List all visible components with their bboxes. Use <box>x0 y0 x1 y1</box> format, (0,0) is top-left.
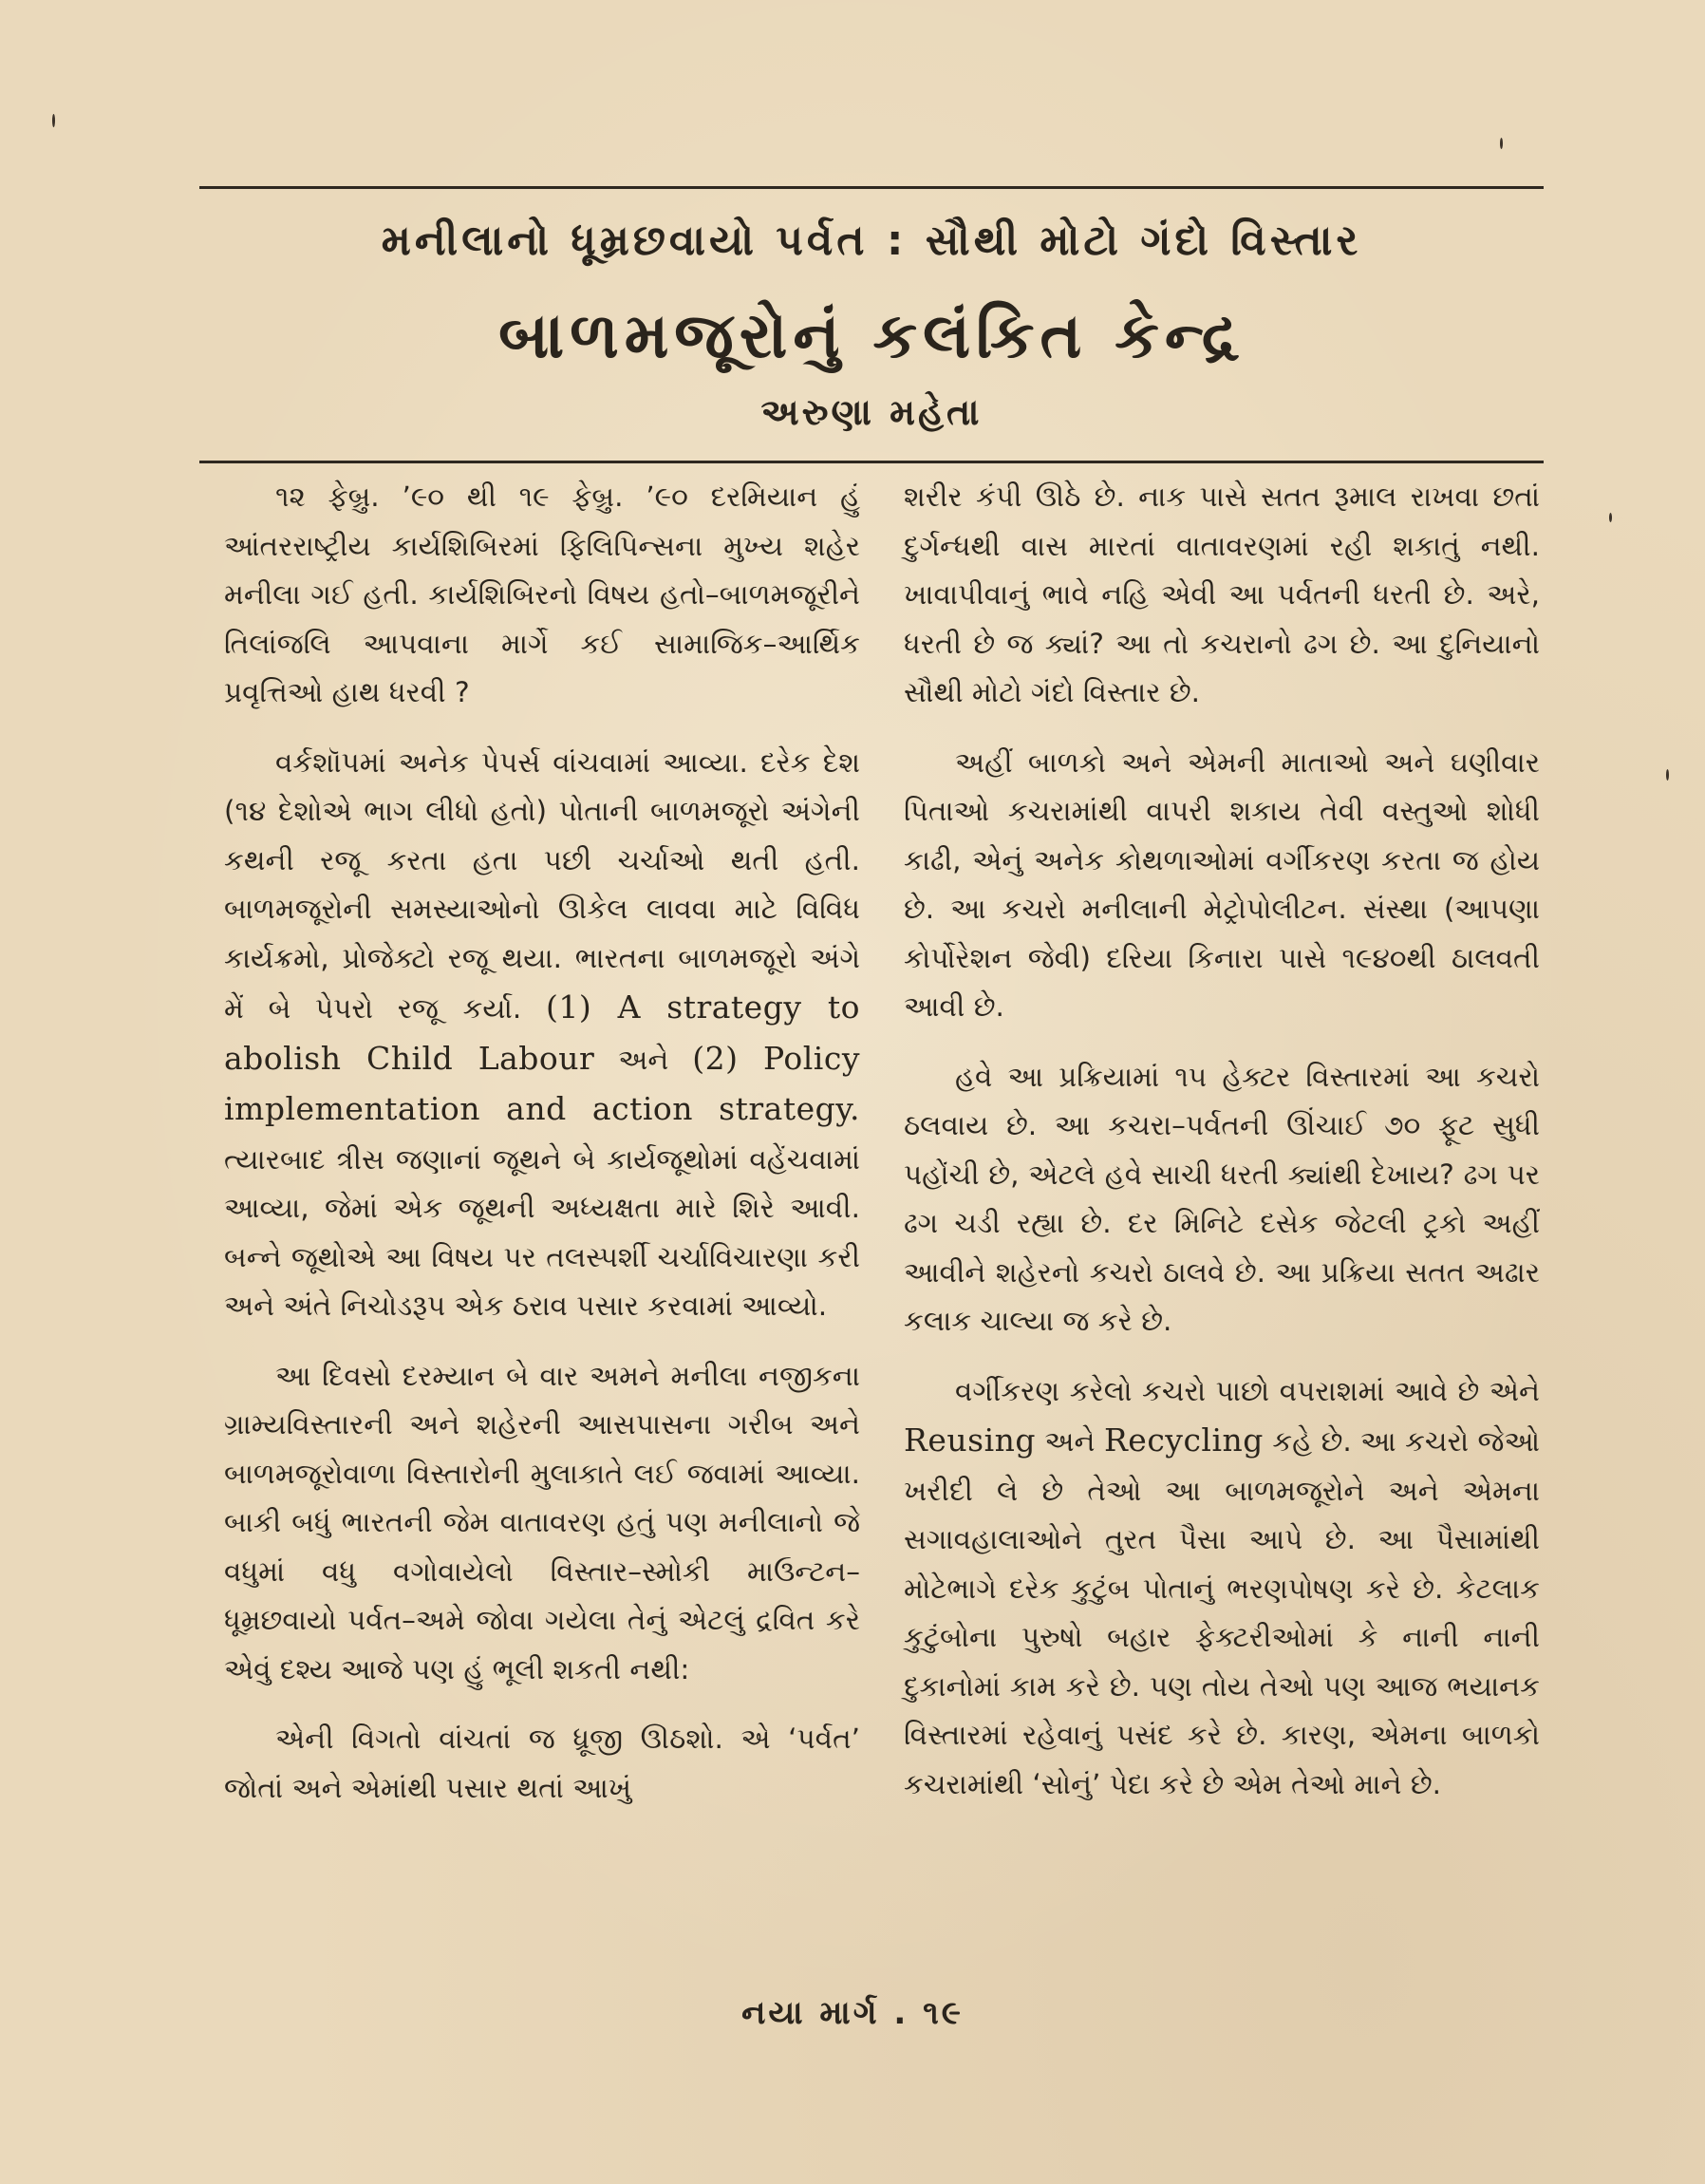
english-term-reusing: Reusing <box>904 1421 1036 1459</box>
paper-speck <box>1666 769 1669 781</box>
left-paragraph-2 <box>224 739 860 1331</box>
left-paragraph-2-text-a: વર્કશૉપમાં અનેક પેપર્સ વાંચવામાં આવ્યા. દરેક દેશ (૧૪ દેશોએ ભાગ લીધો હતો) પોતાની બાળમજૂરો અંગેની કથની રજૂ કરતા હતા પછી ચર્ચાઓ થતી હતી. બાળમજૂરોની સમસ્યાઓનો ઊકેલ લાવવા માટે વિવિધ કાર્યક્રમો, પ્રોજેક્ટો રજૂ થયા. ભારતના બાળમજૂરો અંગે મેં બે પેપરો રજૂ કર્યા. <box>224 745 860 1025</box>
right-paragraph-2: અહીં બાળકો અને એમની માતાઓ અને ઘણીવાર પિતાઓ કચરામાંથી વાપરી શકાય તેવી વસ્તુઓ શોધી કાઢી, એનું અનેક કોથળાઓમાં વર્ગીકરણ કરતા જ હોય છે. આ કચરો મનીલાની મેટ્રોપોલીટન. સંસ્થા (આપણા કોર્પોરેશન જેવી) દરિયા કિનારા પાસે ૧૯૪૦થી ઠાલવતી આવી છે. <box>904 745 1540 1023</box>
paper-speck <box>1500 138 1503 149</box>
english-title-2: (2) Policy implementation and action strategy. <box>224 1039 860 1127</box>
left-paragraph-2-text-b: ત્યારબાદ ત્રીસ જણાનાં જૂથને બે કાર્યજૂથોમાં વહેંચવામાં આવ્યા, જેમાં એક જૂથની અધ્યક્ષતા મારે શિરે આવી. બન્ને જૂથોએ આ વિષય પર તલસ્પર્શી ચર્ચાવિચારણા કરી અને અંતે નિચોડરૂપ એક ઠરાવ પસાર કરવામાં આવ્યો. <box>224 1142 860 1322</box>
page-footer: નયા માર્ગ . ૧૯ <box>741 1994 964 2032</box>
left-column <box>224 473 860 1834</box>
top-rule <box>199 186 1544 189</box>
right-paragraph-4 <box>904 1367 1540 1810</box>
left-paragraph-1: ૧૨ ફેબ્રુ. ’૯૦ થી ૧૯ ફેબ્રુ. ’૯૦ દરમિયાન હું આંતરરાષ્ટ્રીય કાર્યશિબિરમાં ફિલિપિન્સના મુખ્ય શહેર મનીલા ગઈ હતી. કાર્યશિબિરનો વિષય હતો–બાળમજૂરીને તિલાંજલિ આપવાના માર્ગે કઈ સામાજિક–આર્થિક પ્રવૃત્તિઓ હાથ ધરવી ? <box>224 480 860 708</box>
header-bottom-rule <box>199 461 1544 463</box>
right-paragraph-3: હવે આ પ્રક્રિયામાં ૧૫ હેક્ટર વિસ્તારમાં આ કચરો ઠલવાય છે. આ કચરા–પર્વતની ઊંચાઈ ૭૦ ફૂટ સુધી પહોંચી છે, એટલે હવે સાચી ધરતી ક્યાંથી દેખાય? ઢગ પર ઢગ ચડી રહ્યા છે. દર મિનિટે દસેક જેટલી ટ્રકો અહીં આવીને શહેરનો કચરો ઠાલવે છે. આ પ્રક્રિયા સતત અઢાર કલાક ચાલ્યા જ કરે છે. <box>904 1060 1540 1337</box>
right-paragraph-4-text-b: કહે છે. આ કચરો જેઓ ખરીદી લે છે તેઓ આ બાળમજૂરોને અને એમના સગાવહાલાઓને તુરત પૈસા આપે છે. આ પૈસામાંથી મોટેભાગે દરેક કુટુંબ પોતાનું ભરણપોષણ કરે છે. કેટલાક કુટુંબોના પુરુષો બહાર ફેક્ટરીઓમાં કે નાની નાની દુકાનોમાં કામ કરે છે. પણ તોય તેઓ પણ આજ ભયાનક વિસ્તારમાં રહેવાનું પસંદ કરે છે. કારણ, એમના બાળકો કચરામાંથી ‘સોનું’ પેદા કરે છે એમ તેઓ માને છે. <box>904 1425 1540 1800</box>
left-paragraph-4: એની વિગતો વાંચતાં જ ધ્રૂજી ઊઠશો. એ ‘પર્વત’ જોતાં અને એમાંથી પસાર થતાં આખું <box>224 1723 860 1804</box>
english-title-1: (1) A strategy to abolish Child Labour <box>224 988 860 1077</box>
left-paragraph-2-conjunction: અને <box>618 1043 669 1076</box>
article-headline: બાળમજૂરોનું કલંકિત કેન્દ્ર <box>498 299 1245 372</box>
english-term-recycling: Recycling <box>1103 1421 1264 1459</box>
article-byline: અરુણા મહેતા <box>760 391 983 433</box>
right-paragraph-4-text-a: વર્ગીકરણ કરેલો કચરો પાછો વપરાશમાં આવે છે એને <box>955 1374 1540 1407</box>
right-paragraph-1: શરીર કંપી ઊઠે છે. નાક પાસે સતત રૂમાલ રાખવા છતાં દુર્ગન્ધથી વાસ મારતાં વાતાવરણમાં રહી શકાતું નથી. ખાવાપીવાનું ભાવે નહિ એવી આ પર્વતની ધરતી છે. અરે, ધરતી છે જ ક્યાં? આ તો કચરાનો ઢગ છે. આ દુનિયાનો સૌથી મોટો ગંદો વિસ્તાર છે. <box>904 480 1540 708</box>
article-kicker: મનીલાનો ધૂમ્રછવાયો પર્વત : સૌથી મોટો ગંદો વિસ્તાર <box>381 217 1362 265</box>
paper-speck <box>1609 513 1612 522</box>
left-paragraph-3: આ દિવસો દરમ્યાન બે વાર અમને મનીલા નજીકના ગ્રામ્યવિસ્તારની અને શહેરની આસપાસના ગરીબ અને બાળમજૂરોવાળા વિસ્તારોની મુલાકાતે લઈ જવામાં આવ્યા. બાકી બધું ભારતની જેમ વાતાવરણ હતું પણ મનીલાનો જે વધુમાં વધુ વગોવાયેલો વિસ્તાર–સ્મોકી માઉન્ટન–ધૂમ્રછવાયો પર્વત–અમે જોવા ગયેલા તેનું એટલું દ્રવિત કરે એવું દશ્ય આજે પણ હું ભૂલી શકતી નથી: <box>224 1359 860 1685</box>
right-paragraph-4-conjunction: અને <box>1044 1425 1096 1458</box>
paper-speck <box>52 114 55 127</box>
right-column <box>904 473 1540 1830</box>
